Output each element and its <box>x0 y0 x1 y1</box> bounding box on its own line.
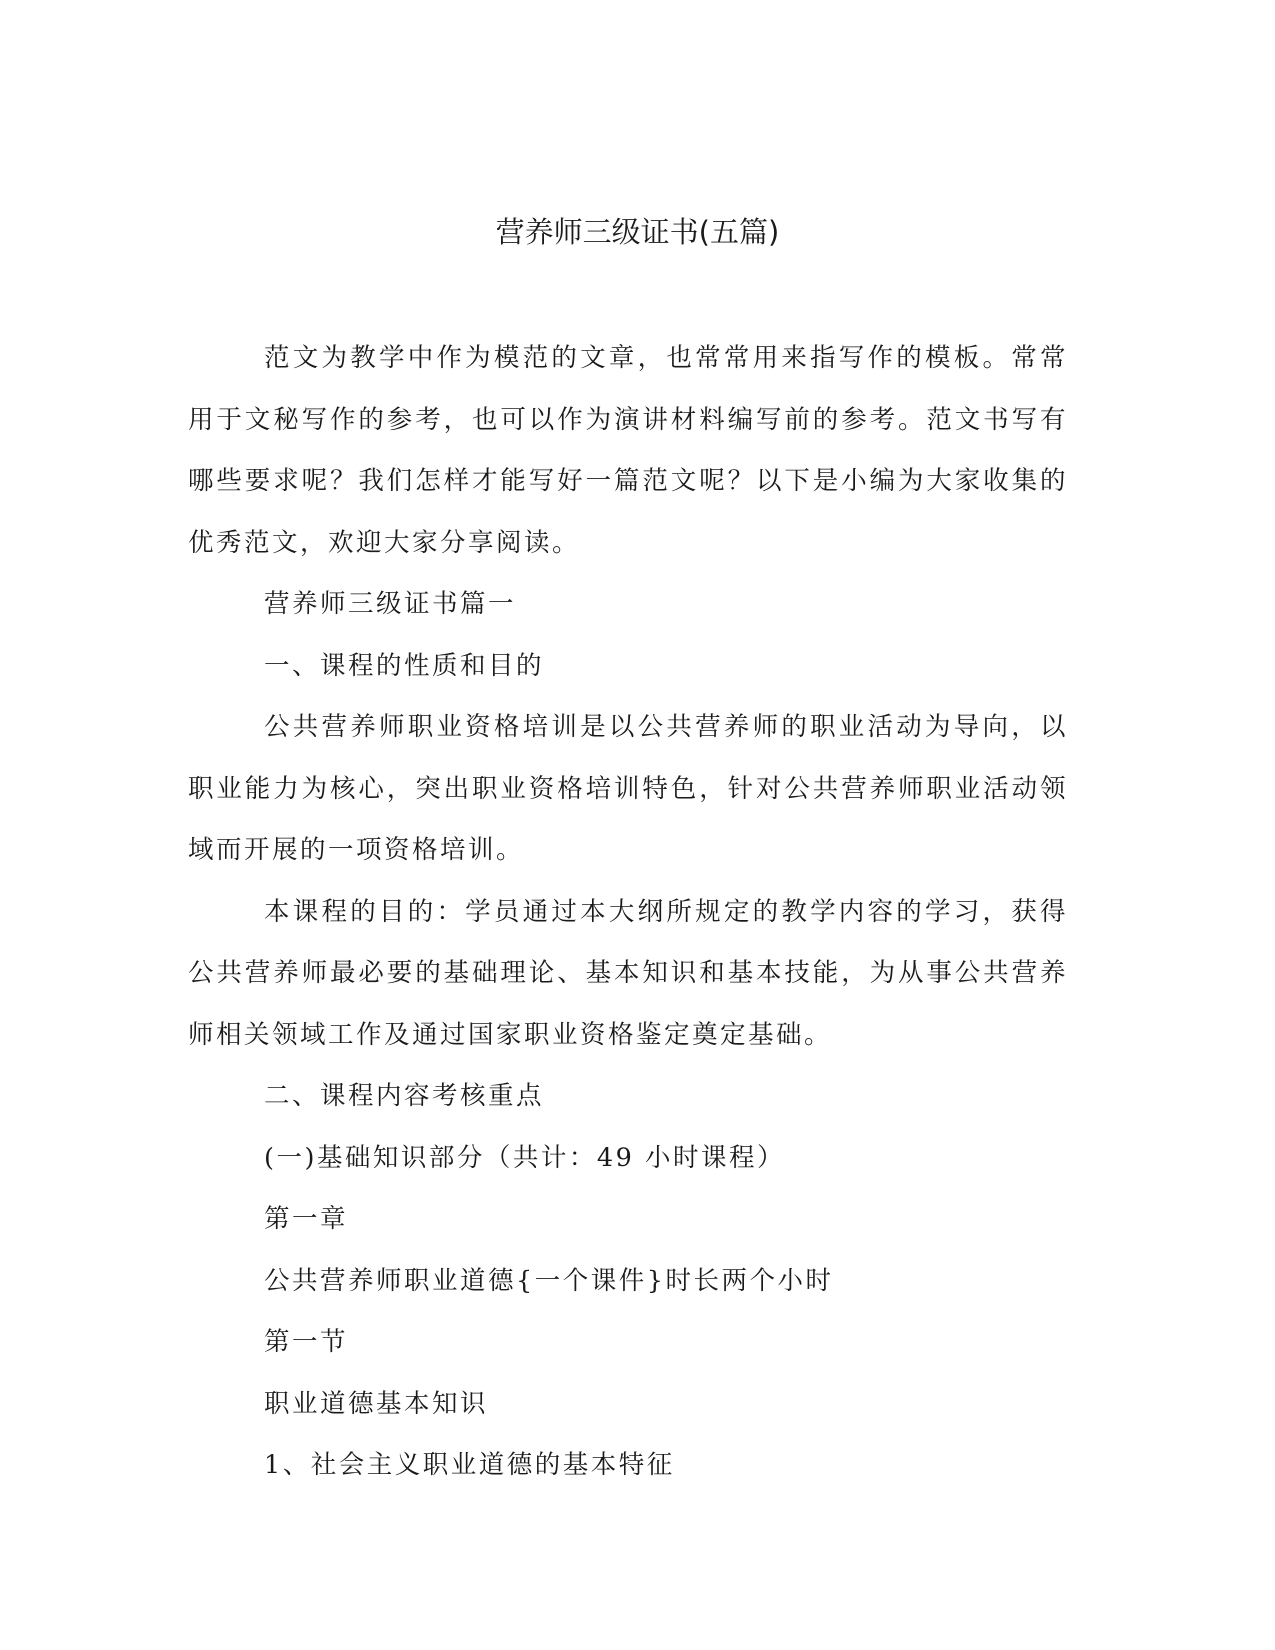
subsection-heading: 二、课程内容考核重点 <box>264 1081 545 1111</box>
part-heading: (一)基础知识部分（共计：49 小时课程） <box>264 1142 785 1173</box>
subsection-heading: 一、课程的性质和目的 <box>264 650 545 681</box>
document-title: 营养师三级证书(五篇) <box>495 215 780 249</box>
document-body <box>188 328 1068 1497</box>
body-paragraph: 本课程的目的：学员通过本大纲所规定的教学内容的学习，获得公共营养师最必要的基础理论、基本知识和基本技能，为从事公共营养师相关领域工作及通过国家职业资格鉴定奠定基础。 <box>188 896 1068 1050</box>
chapter-label: 第一章 <box>264 1204 349 1234</box>
list-item: 1、社会主义职业道德的基本特征 <box>264 1450 675 1480</box>
body-paragraph: 公共营养师职业资格培训是以公共营养师的职业活动为导向，以职业能力为核心，突出职业资格培训特色，针对公共营养师职业活动领域而开展的一项资格培训。 <box>188 712 1068 865</box>
section-label: 第一节 <box>264 1327 349 1357</box>
section-title: 职业道德基本知识 <box>264 1388 489 1419</box>
chapter-title: 公共营养师职业道德{一个课件}时长两个小时 <box>264 1265 834 1296</box>
intro-paragraph: 范文为教学中作为模范的文章，也常常用来指写作的模板。常常用于文秘写作的参考，也可以作为演讲材料编写前的参考。范文书写有哪些要求呢？我们怎样才能写好一篇范文呢？以下是小编为大家收集的优秀范文，欢迎大家分享阅读。 <box>188 343 1068 558</box>
section-heading: 营养师三级证书篇一 <box>264 589 517 619</box>
